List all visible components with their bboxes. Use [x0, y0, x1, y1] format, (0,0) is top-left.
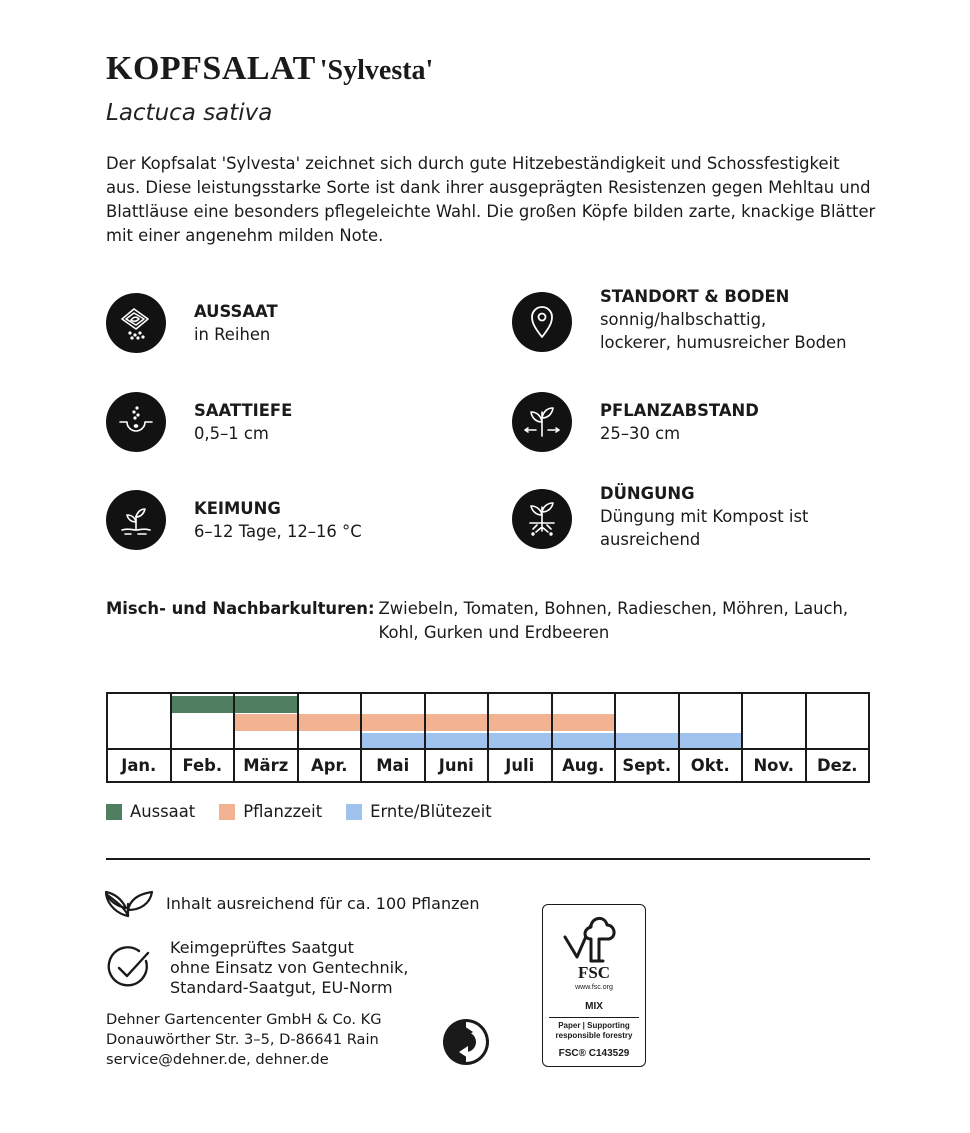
info-heading: DÜNGUNG: [600, 484, 695, 503]
planting-bar: [553, 714, 615, 731]
product-title: [106, 50, 433, 88]
info-heading: AUSSAAT: [194, 302, 278, 321]
calendar-month: [807, 694, 869, 781]
divider: [106, 858, 870, 860]
growing-calendar: [106, 692, 870, 783]
calendar-month: [616, 694, 680, 781]
legend-swatch: [346, 804, 362, 820]
fsc-label: [542, 904, 646, 1067]
quality-line: ohne Einsatz von Gentechnik,: [170, 958, 409, 977]
info-value: lockerer, humusreicher Boden: [600, 333, 847, 352]
company-street: Donauwörther Str. 3–5, D-86641 Rain: [106, 1031, 379, 1048]
content-note: [102, 884, 479, 924]
calendar-month: [108, 694, 172, 781]
month-label: Sept.: [616, 748, 678, 781]
calendar-month: [426, 694, 490, 781]
info-value: in Reihen: [194, 325, 271, 344]
info-pflanzabstand: [512, 392, 759, 452]
calendar-month: [235, 694, 299, 781]
calendar-month: [362, 694, 426, 781]
planting-bar: [489, 714, 551, 731]
fsc-brand: FSC: [577, 963, 611, 982]
product-description: Der Kopfsalat 'Sylvesta' zeichnet sich durch gute Hitzebeständigkeit und Schossfestigkeit aus. Diese leistungsstarke Sorte ist dank ihrer ausgeprägten Resistenzen gegen Mehltau und Blattläuse eine besonders pflegeleichte Wahl. Die großen Köpfe bilden zarte, knackige Blätter mit einer angenehm milden Note.: [106, 154, 876, 245]
content-note-text: Inhalt ausreichend für ca. 100 Pflanzen: [166, 894, 480, 913]
quality-note: [106, 938, 408, 998]
month-label: Nov.: [743, 748, 805, 781]
legend-item-ernte: [346, 802, 492, 821]
latin-name: Lactuca sativa: [106, 100, 273, 126]
planting-bar: [299, 714, 361, 731]
month-label: Juli: [489, 748, 551, 781]
calendar-month: [489, 694, 553, 781]
month-label: Aug.: [553, 748, 615, 781]
legend-item-pflanzzeit: [219, 802, 322, 821]
planting-bar: [362, 714, 424, 731]
calendar-month: [680, 694, 744, 781]
month-label: Jan.: [108, 748, 170, 781]
month-label: Mai: [362, 748, 424, 781]
month-label: März: [235, 748, 297, 781]
planting-bar: [235, 714, 297, 731]
fsc-claim: [547, 1021, 641, 1041]
info-value: Düngung mit Kompost ist: [600, 507, 809, 526]
fertilizer-roots-icon: [512, 489, 572, 549]
fsc-tree-icon: [561, 911, 627, 971]
calendar-month: [299, 694, 363, 781]
legend-item-aussaat: [106, 802, 195, 821]
fsc-code: FSC® C143529: [558, 1048, 630, 1059]
info-value: ausreichend: [600, 530, 701, 549]
info-heading: STANDORT & BODEN: [600, 287, 790, 306]
sprout-icon: [106, 490, 166, 550]
planting-bar: [426, 714, 488, 731]
companion-value: Zwiebeln, Tomaten, Bohnen, Radieschen, Möhren, Lauch, Kohl, Gurken und Erdbeeren: [378, 599, 849, 642]
calendar-month: [553, 694, 617, 781]
info-aussaat: [106, 293, 278, 353]
month-label: Dez.: [807, 748, 869, 781]
company-name: Dehner Gartencenter GmbH & Co. KG: [106, 1011, 382, 1028]
info-standort: [512, 285, 846, 354]
calendar-legend: [106, 802, 516, 821]
companion-label: Misch- und Nachbarkulturen:: [106, 599, 375, 618]
location-pin-icon: [512, 292, 572, 352]
sowing-bar: [235, 696, 297, 713]
legend-label: Ernte/Blütezeit: [370, 802, 492, 821]
plant-spacing-icon: [512, 392, 572, 452]
company-address: [106, 1010, 382, 1070]
fsc-mix: MIX: [585, 1001, 603, 1012]
info-duengung: [512, 482, 808, 551]
calendar-month: [743, 694, 807, 781]
info-saattiefe: [106, 392, 292, 452]
fsc-claim-line: Paper | Supporting: [558, 1021, 630, 1030]
calendar-month: [172, 694, 236, 781]
product-name: KOPFSALAT: [106, 50, 316, 87]
info-heading: PFLANZABSTAND: [600, 401, 759, 420]
info-keimung: [106, 490, 362, 550]
fsc-claim-line: responsible forestry: [555, 1031, 633, 1040]
month-label: Juni: [426, 748, 488, 781]
info-value: 0,5–1 cm: [194, 424, 269, 443]
quality-line: Standard-Saatgut, EU-Norm: [170, 978, 393, 997]
info-heading: SAATTIEFE: [194, 401, 293, 420]
variety-name: 'Sylvesta': [319, 55, 434, 86]
seed-depth-icon: [106, 392, 166, 452]
info-value: 6–12 Tage, 12–16 °C: [194, 522, 362, 541]
quality-line: Keimgeprüftes Saatgut: [170, 938, 354, 957]
fsc-separator: [549, 1017, 639, 1018]
info-heading: KEIMUNG: [194, 499, 281, 518]
company-contact: service@dehner.de, dehner.de: [106, 1051, 329, 1068]
month-label: Okt.: [680, 748, 742, 781]
info-value: sonnig/halbschattig,: [600, 310, 767, 329]
checkmark-circle-icon: [106, 945, 152, 991]
legend-swatch: [106, 804, 122, 820]
month-label: Feb.: [172, 748, 234, 781]
legend-label: Aussaat: [130, 802, 196, 821]
info-value: 25–30 cm: [600, 424, 681, 443]
month-label: Apr.: [299, 748, 361, 781]
leaves-icon: [102, 884, 158, 924]
seed-packet-icon: [106, 293, 166, 353]
legend-swatch: [219, 804, 235, 820]
companion-plants: [106, 597, 886, 645]
green-dot-recycling-icon: [442, 1018, 490, 1066]
fsc-url: www.fsc.org: [575, 984, 613, 991]
sowing-bar: [172, 696, 234, 713]
legend-label: Pflanzzeit: [243, 802, 323, 821]
